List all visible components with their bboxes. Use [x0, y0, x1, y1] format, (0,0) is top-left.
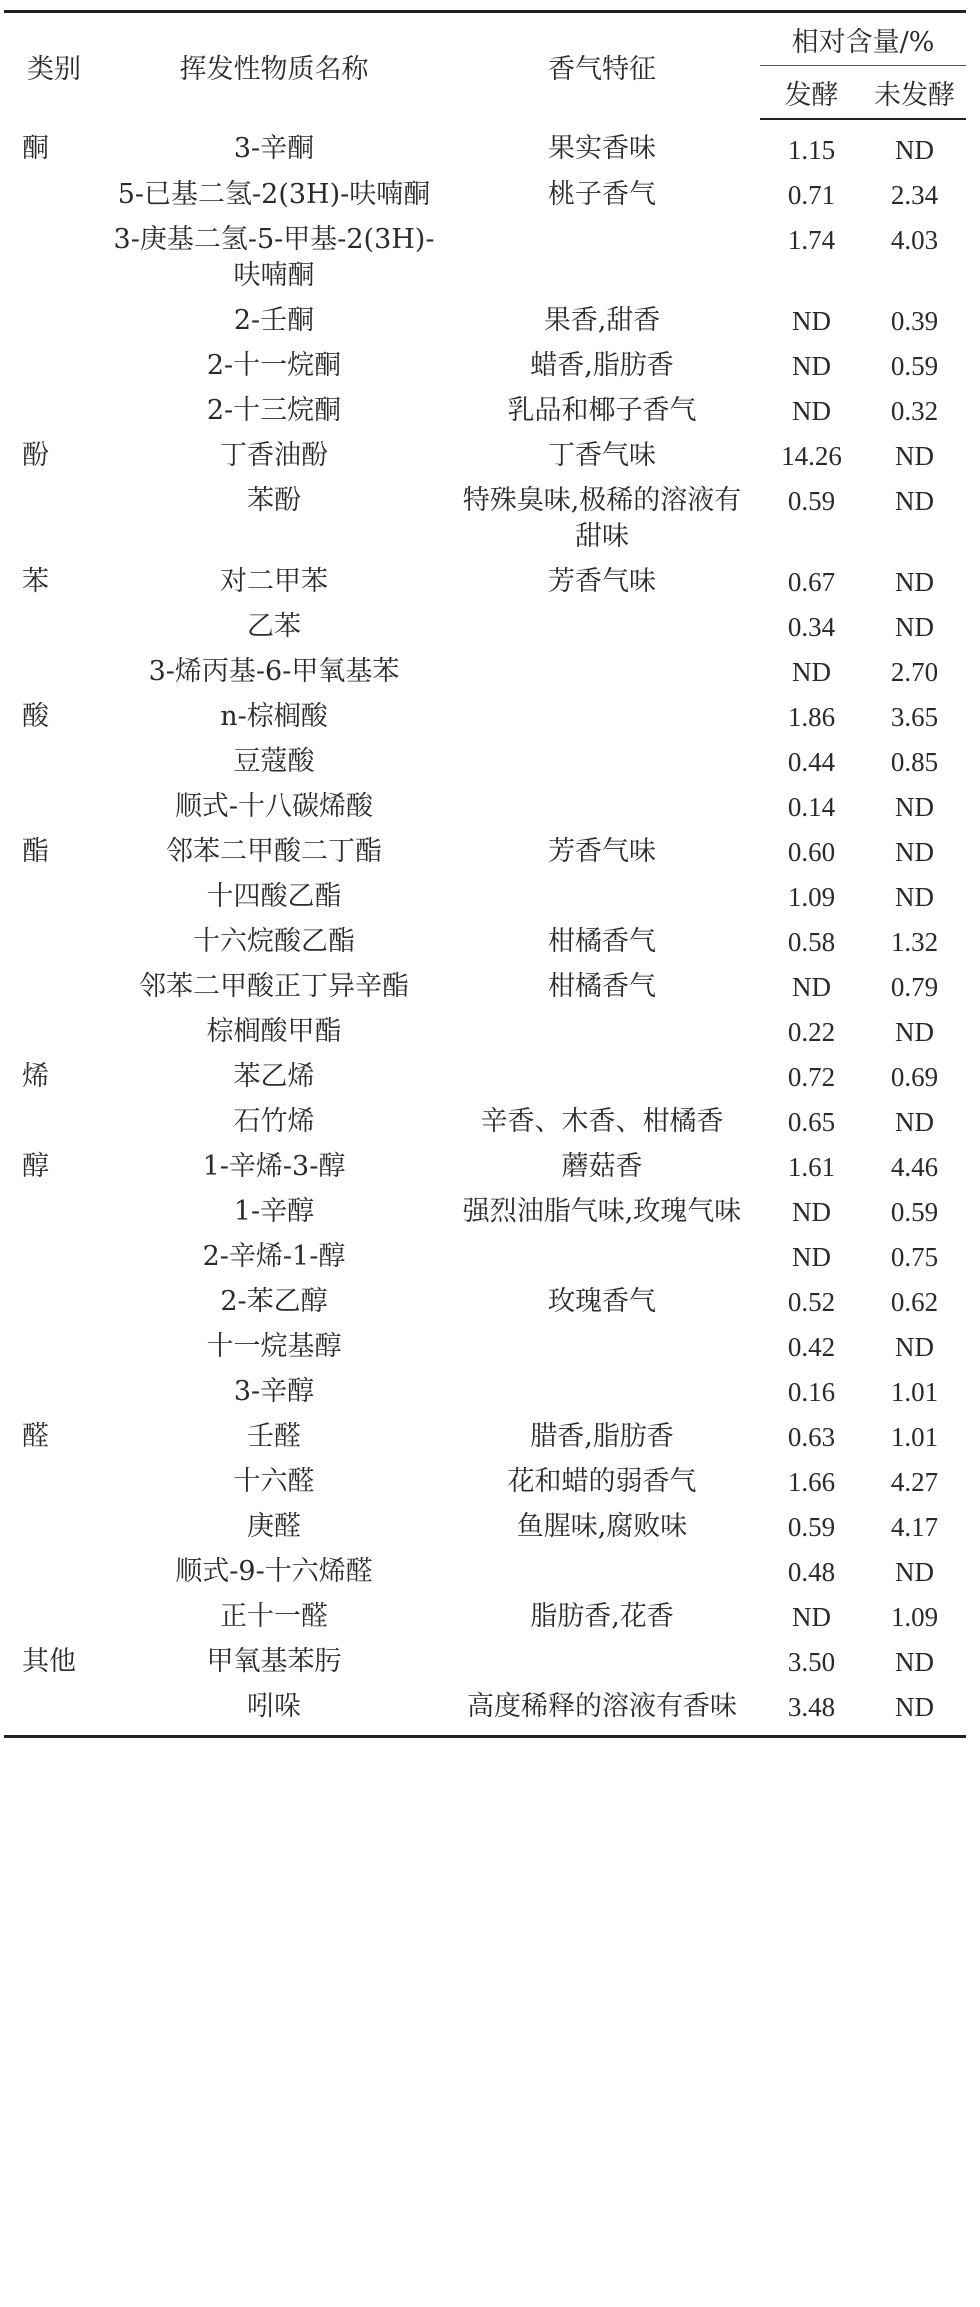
compound-name-cell: 庚醛 [247, 1511, 301, 1542]
table-row [4, 874, 966, 919]
unfermented-value-cell: 1.09 [890, 1602, 939, 1632]
unfermented-value-cell: ND [895, 792, 934, 822]
aroma-cell: 乳品和椰子香气 [507, 395, 697, 426]
unfermented-value-cell: 4.27 [890, 1467, 939, 1497]
unfermented-value-cell: 1.32 [890, 927, 939, 957]
unfermented-value-cell: ND [895, 1647, 934, 1677]
fermented-value-cell: 0.16 [787, 1377, 836, 1407]
aroma-cell: 桃子香气 [548, 179, 656, 210]
unfermented-value-cell: ND [895, 1332, 934, 1362]
compound-name-cell: 3-辛酮 [233, 133, 315, 164]
aroma-cell: 蘑菇香 [561, 1151, 643, 1182]
table-row [4, 1189, 966, 1234]
table-row [4, 649, 966, 694]
aroma-cell [444, 604, 760, 649]
aroma-cell: 特殊臭味,极稀的溶液有甜味 [462, 485, 742, 552]
fermented-value-cell: 0.44 [787, 747, 836, 777]
table-row [4, 604, 966, 649]
fermented-value-cell: 3.48 [760, 1684, 863, 1737]
fermented-value-cell: 0.48 [787, 1557, 836, 1587]
aroma-cell [444, 1234, 760, 1279]
fermented-value-cell: ND [792, 1602, 831, 1632]
fermented-value-cell: 0.63 [787, 1422, 836, 1452]
compound-name-cell: 甲氧基苯肟 [206, 1646, 342, 1677]
unfermented-value-cell: 0.69 [890, 1062, 939, 1092]
unfermented-value-cell: 0.85 [890, 747, 939, 777]
table-row [4, 172, 966, 217]
compound-name-cell: 3-辛醇 [233, 1376, 315, 1407]
table-row [4, 298, 966, 343]
aroma-cell [444, 1324, 760, 1369]
category-cell [4, 919, 104, 964]
table-row [4, 1459, 966, 1504]
fermented-value-cell: ND [792, 351, 831, 381]
compound-name-cell: 豆蔻酸 [233, 746, 315, 777]
compound-name-cell: 2-辛烯-1-醇 [202, 1241, 346, 1272]
fermented-value-cell: 0.60 [787, 837, 836, 867]
aroma-cell [444, 739, 760, 784]
compound-name-cell: 邻苯二甲酸正丁异辛酯 [139, 971, 409, 1002]
table-row [4, 433, 966, 478]
fermented-value-cell: 0.58 [787, 927, 836, 957]
unfermented-value-cell: ND [895, 837, 934, 867]
header-name: 挥发性物质名称 [104, 12, 444, 120]
table-row [4, 1684, 966, 1737]
aroma-cell: 花和蜡的弱香气 [507, 1466, 697, 1497]
category-cell: 酚 [22, 440, 49, 471]
unfermented-value-cell: ND [895, 486, 934, 516]
compound-name-cell: 十四酸乙酯 [206, 881, 342, 912]
aroma-cell: 辛香、木香、柑橘香 [480, 1106, 724, 1137]
category-cell [4, 649, 104, 694]
fermented-value-cell: 3.50 [787, 1647, 836, 1677]
table-row [4, 739, 966, 784]
compound-name-cell: 乙苯 [247, 611, 301, 642]
aroma-cell: 脂肪香,花香 [530, 1601, 674, 1632]
compound-name-cell: 2-苯乙醇 [220, 1286, 328, 1317]
compound-name-cell: 5-已基二氢-2(3H)-呋喃酮 [117, 179, 431, 210]
fermented-value-cell: 1.15 [787, 135, 836, 165]
category-cell [4, 1549, 104, 1594]
category-cell [4, 1459, 104, 1504]
unfermented-value-cell: 0.59 [890, 351, 939, 381]
header-unfermented: 未发酵 [863, 66, 966, 120]
fermented-value-cell: 0.59 [787, 486, 836, 516]
table-row [4, 1009, 966, 1054]
aroma-cell: 柑橘香气 [548, 926, 656, 957]
category-cell: 烯 [22, 1061, 49, 1092]
table-row [4, 1099, 966, 1144]
aroma-cell [444, 874, 760, 919]
unfermented-value-cell: 4.17 [890, 1512, 939, 1542]
aroma-cell: 果实香味 [548, 133, 656, 164]
fermented-value-cell: 14.26 [781, 441, 842, 471]
compound-name-cell: 2-十一烷酮 [206, 350, 342, 381]
compound-name-cell: 壬醛 [247, 1421, 301, 1452]
unfermented-value-cell: ND [863, 1684, 966, 1737]
fermented-value-cell: ND [792, 657, 831, 687]
compound-name-cell: 十六醛 [233, 1466, 315, 1497]
fermented-value-cell: 1.09 [787, 882, 836, 912]
compound-name-cell: 3-庚基二氢-5-甲基-2(3H)-呋喃酮 [113, 224, 435, 291]
unfermented-value-cell: ND [895, 1107, 934, 1137]
unfermented-value-cell: 0.39 [890, 306, 939, 336]
compound-name-cell: 顺式-9-十六烯醛 [175, 1556, 373, 1587]
table-row [4, 964, 966, 1009]
category-cell: 醇 [22, 1151, 49, 1182]
header-category: 类别 [4, 12, 104, 120]
unfermented-value-cell: ND [895, 135, 934, 165]
aroma-cell [444, 1549, 760, 1594]
category-cell [4, 1234, 104, 1279]
table-row [4, 1144, 966, 1189]
compound-name-cell: 苯乙烯 [233, 1061, 315, 1092]
compound-name-cell: 石竹烯 [233, 1106, 315, 1137]
table-row [4, 343, 966, 388]
unfermented-value-cell: ND [895, 882, 934, 912]
unfermented-value-cell: 2.70 [890, 657, 939, 687]
fermented-value-cell: 1.74 [787, 225, 836, 255]
unfermented-value-cell: 0.75 [890, 1242, 939, 1272]
unfermented-value-cell: ND [895, 567, 934, 597]
aroma-cell [444, 784, 760, 829]
category-cell: 其他 [22, 1646, 76, 1677]
fermented-value-cell: 0.42 [787, 1332, 836, 1362]
compound-name-cell: 正十一醛 [220, 1601, 328, 1632]
table-row [4, 1234, 966, 1279]
table-header [4, 12, 966, 120]
category-cell [4, 964, 104, 1009]
category-cell [4, 1684, 104, 1737]
header-aroma: 香气特征 [444, 12, 760, 120]
aroma-cell: 芳香气味 [548, 566, 656, 597]
aroma-cell: 玫瑰香气 [548, 1286, 656, 1317]
compound-name-cell: 苯酚 [247, 485, 301, 516]
category-cell [4, 1189, 104, 1234]
compound-name-cell: 顺式-十八碳烯酸 [174, 791, 374, 822]
table-row [4, 829, 966, 874]
fermented-value-cell: ND [792, 972, 831, 1002]
header-relative-content: 相对含量/% [760, 12, 966, 66]
unfermented-value-cell: ND [895, 1017, 934, 1047]
unfermented-value-cell: 4.46 [890, 1152, 939, 1182]
table-row [4, 388, 966, 433]
table-row [4, 1639, 966, 1684]
aroma-cell: 腊香,脂肪香 [530, 1421, 674, 1452]
table-row [4, 784, 966, 829]
unfermented-value-cell: 4.03 [890, 225, 939, 255]
table-row [4, 1504, 966, 1549]
category-cell [4, 1279, 104, 1324]
fermented-value-cell: 0.71 [787, 180, 836, 210]
unfermented-value-cell: 0.79 [890, 972, 939, 1002]
unfermented-value-cell: ND [895, 612, 934, 642]
compound-name-cell: 对二甲苯 [220, 566, 328, 597]
header-fermented: 发酵 [760, 66, 863, 120]
aroma-cell: 丁香气味 [548, 440, 656, 471]
compound-name-cell: 吲哚 [104, 1684, 444, 1737]
table-row [4, 1549, 966, 1594]
fermented-value-cell: 0.65 [787, 1107, 836, 1137]
unfermented-value-cell: 1.01 [890, 1422, 939, 1452]
table-row [4, 1279, 966, 1324]
unfermented-value-cell: 3.65 [890, 702, 939, 732]
table-row [4, 559, 966, 604]
category-cell [4, 739, 104, 784]
fermented-value-cell: ND [792, 1197, 831, 1227]
table-body [4, 119, 966, 1737]
category-cell [4, 784, 104, 829]
compound-name-cell: 十一烷基醇 [206, 1331, 342, 1362]
category-cell [4, 1099, 104, 1144]
aroma-cell [444, 1639, 760, 1684]
table-row [4, 1594, 966, 1639]
compound-name-cell: 棕榈酸甲酯 [206, 1016, 342, 1047]
compound-name-cell: 2-壬酮 [233, 305, 315, 336]
unfermented-value-cell: 1.01 [890, 1377, 939, 1407]
table-row [4, 217, 966, 298]
table-row [4, 1324, 966, 1369]
category-cell: 苯 [22, 566, 49, 597]
category-cell: 酸 [22, 701, 49, 732]
aroma-cell [444, 649, 760, 694]
fermented-value-cell: 0.22 [787, 1017, 836, 1047]
aroma-cell: 鱼腥味,腐败味 [516, 1511, 688, 1542]
table-row [4, 694, 966, 739]
category-cell [4, 1594, 104, 1639]
fermented-value-cell: 0.59 [787, 1512, 836, 1542]
unfermented-value-cell: 0.32 [890, 396, 939, 426]
aroma-cell: 果香,甜香 [543, 305, 661, 336]
unfermented-value-cell: 0.62 [890, 1287, 939, 1317]
fermented-value-cell: 0.14 [787, 792, 836, 822]
category-cell [4, 172, 104, 217]
fermented-value-cell: 1.86 [787, 702, 836, 732]
fermented-value-cell: 0.34 [787, 612, 836, 642]
category-cell [4, 1369, 104, 1414]
category-cell [4, 1324, 104, 1369]
category-cell [4, 298, 104, 343]
aroma-cell [444, 694, 760, 739]
table-row [4, 119, 966, 172]
table-row [4, 1369, 966, 1414]
category-cell [4, 343, 104, 388]
fermented-value-cell: 1.66 [787, 1467, 836, 1497]
unfermented-value-cell: 0.59 [890, 1197, 939, 1227]
compound-name-cell: 十六烷酸乙酯 [193, 926, 355, 957]
compound-name-cell: 丁香油酚 [220, 440, 328, 471]
aroma-cell [444, 217, 760, 298]
category-cell [4, 604, 104, 649]
category-cell [4, 478, 104, 559]
fermented-value-cell: ND [792, 306, 831, 336]
fermented-value-cell: ND [792, 1242, 831, 1272]
category-cell: 酮 [22, 133, 49, 164]
unfermented-value-cell: ND [895, 1557, 934, 1587]
fermented-value-cell: 0.67 [787, 567, 836, 597]
unfermented-value-cell: 2.34 [890, 180, 939, 210]
fermented-value-cell: 0.52 [787, 1287, 836, 1317]
table-row [4, 478, 966, 559]
category-cell [4, 874, 104, 919]
compound-name-cell: 1-辛烯-3-醇 [202, 1151, 346, 1182]
table-row [4, 919, 966, 964]
aroma-cell: 强烈油脂气味,玫瑰气味 [462, 1196, 742, 1227]
aroma-cell [444, 1369, 760, 1414]
category-cell [4, 1504, 104, 1549]
category-cell: 醛 [22, 1421, 49, 1452]
aroma-cell: 蜡香,脂肪香 [530, 350, 674, 381]
unfermented-value-cell: ND [895, 441, 934, 471]
compound-name-cell: 2-十三烷酮 [206, 395, 342, 426]
volatile-compounds-table [4, 10, 966, 1738]
aroma-cell [444, 1009, 760, 1054]
category-cell [4, 217, 104, 298]
table-row [4, 1054, 966, 1099]
fermented-value-cell: 0.72 [787, 1062, 836, 1092]
compound-name-cell: n-棕榈酸 [220, 701, 328, 732]
category-cell [4, 1009, 104, 1054]
compound-name-cell: 1-辛醇 [233, 1196, 315, 1227]
aroma-cell: 柑橘香气 [548, 971, 656, 1002]
fermented-value-cell: 1.61 [787, 1152, 836, 1182]
compound-name-cell: 邻苯二甲酸二丁酯 [166, 836, 382, 867]
category-cell: 酯 [22, 836, 49, 867]
fermented-value-cell: ND [792, 396, 831, 426]
category-cell [4, 388, 104, 433]
compound-name-cell: 3-烯丙基-6-甲氧基苯 [148, 656, 400, 687]
table-row [4, 1414, 966, 1459]
aroma-cell: 芳香气味 [548, 836, 656, 867]
aroma-cell: 高度稀释的溶液有香味 [444, 1684, 760, 1737]
aroma-cell [444, 1054, 760, 1099]
